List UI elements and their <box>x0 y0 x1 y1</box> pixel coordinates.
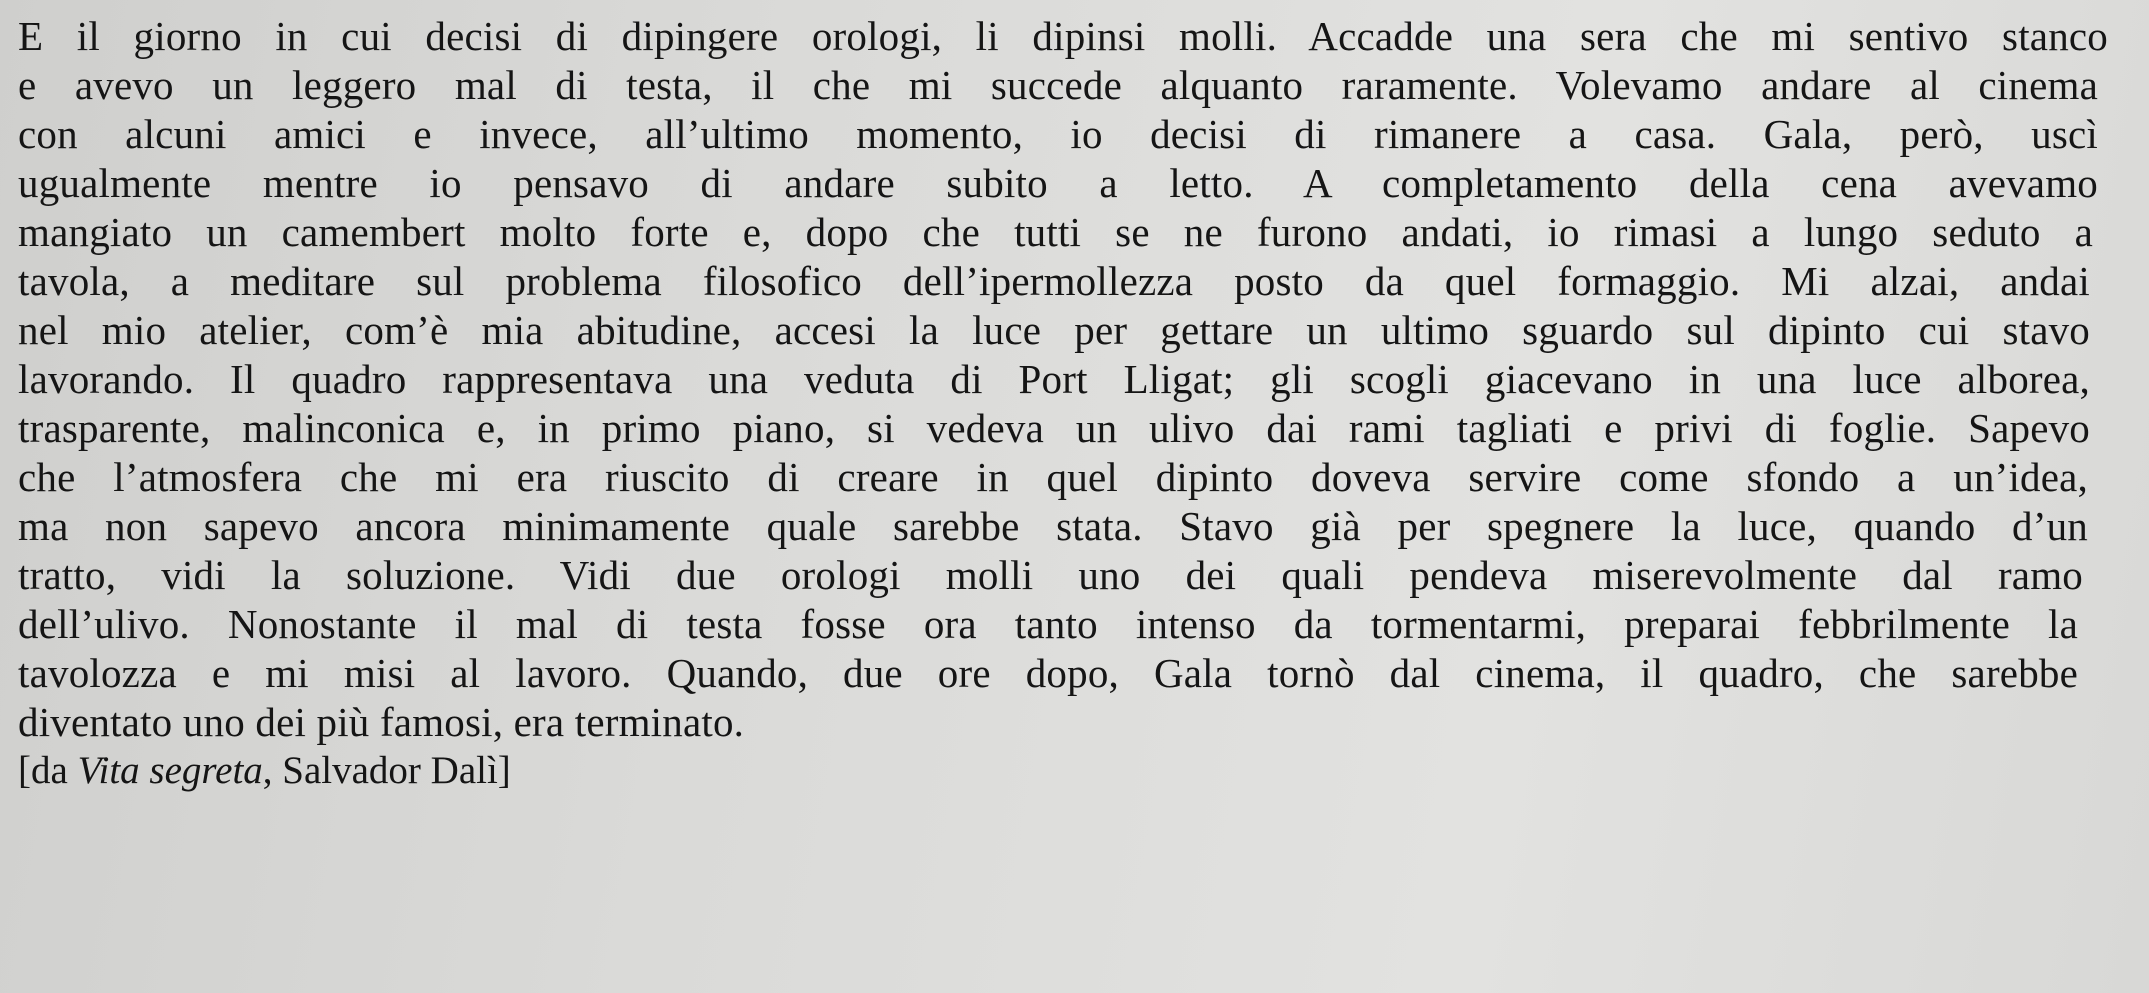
source-title: Vita segreta <box>77 749 263 792</box>
passage-line-4: ugualmente mentre io pensavo di andare subito a letto. A completamento della cena avevamo <box>18 160 2098 206</box>
source-citation <box>18 749 511 793</box>
passage-line-9: trasparente, malinconica e, in primo piano, si vedeva un ulivo dai rami tagliati e privi di foglie. Sapevo <box>18 405 2090 451</box>
passage-line-15: diventato uno dei più famosi, era terminato. <box>18 699 745 745</box>
passage-line-10: che l’atmosfera che mi era riuscito di creare in quel dipinto doveva servire come sfondo a un’idea, <box>18 454 2088 500</box>
passage-line-7: nel mio atelier, com’è mia abitudine, accesi la luce per gettare un ultimo sguardo sul dipinto cui stavo <box>18 307 2090 353</box>
passage-line-6: tavola, a meditare sul problema filosofico dell’ipermollezza posto da quel formaggio. Mi alzai, andai <box>18 258 2090 304</box>
passage-line-14: tavolozza e mi misi al lavoro. Quando, due ore dopo, Gala tornò dal cinema, il quadro, che sarebbe <box>18 650 2078 696</box>
passage-line-13: dell’ulivo. Nonostante il mal di testa fosse ora tanto intenso da tormentarmi, preparai febbrilmente la <box>18 601 2078 647</box>
passage-line-3: con alcuni amici e invece, all’ultimo momento, io decisi di rimanere a casa. Gala, però, uscì <box>18 111 2098 157</box>
passage-line-11: ma non sapevo ancora minimamente quale sarebbe stata. Stavo già per spegnere la luce, quando d’un <box>18 503 2088 549</box>
source-prefix: [da <box>18 749 78 792</box>
passage-line-8: lavorando. Il quadro rappresentava una veduta di Port Lligat; gli scogli giacevano in una luce alborea, <box>18 356 2090 402</box>
passage-line-12: tratto, vidi la soluzione. Vidi due orologi molli uno dei quali pendeva miserevolmente dal ramo <box>18 552 2083 598</box>
passage-line-1: E il giorno in cui decisi di dipingere orologi, li dipinsi molli. Accadde una sera che mi sentivo stanco <box>18 13 2108 59</box>
source-author: , Salvador Dalì] <box>262 749 511 792</box>
passage-line-5: mangiato un camembert molto forte e, dopo che tutti se ne furono andati, io rimasi a lungo seduto a <box>18 209 2093 255</box>
passage-line-2: e avevo un leggero mal di testa, il che mi succede alquanto raramente. Volevamo andare al cinema <box>18 62 2098 108</box>
